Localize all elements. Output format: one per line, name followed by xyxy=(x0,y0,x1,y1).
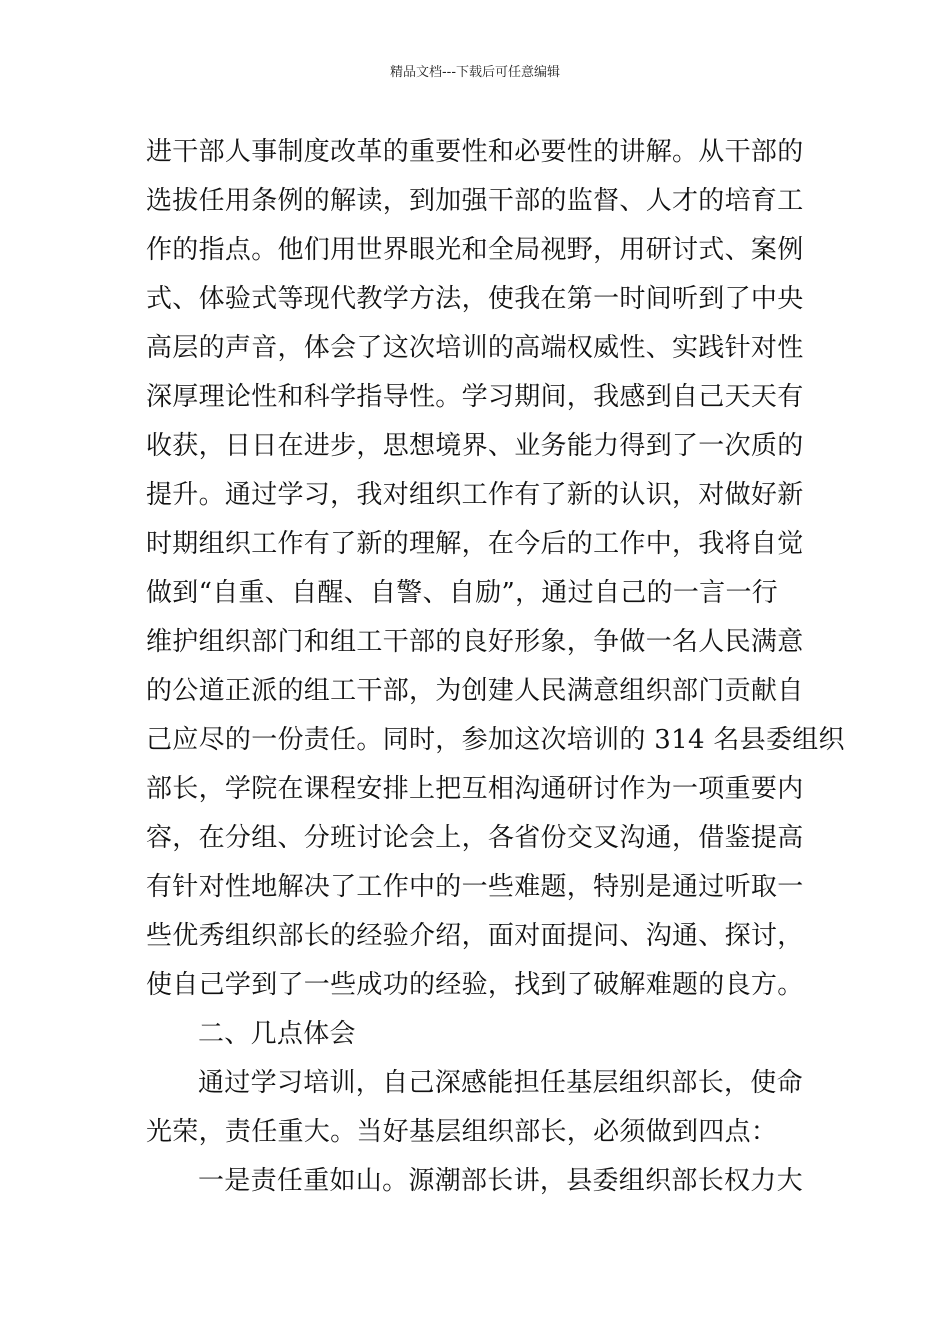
text-line: 作的指点。他们用世界眼光和全局视野，用研讨式、案例 xyxy=(146,235,804,265)
text-line: 些优秀组织部长的经验介绍，面对面提问、沟通、探讨， xyxy=(146,921,804,951)
text-line: 式、体验式等现代教学方法，使我在第一时间听到了中央 xyxy=(146,284,804,314)
text-line: 己应尽的一份责任。同时，参加这次培训的 314 名县委组织 xyxy=(146,725,845,755)
text-line: 容，在分组、分班讨论会上，各省份交叉沟通，借鉴提高 xyxy=(146,823,804,853)
text-line: 时期组织工作有了新的理解，在今后的工作中，我将自觉 xyxy=(146,529,804,559)
text-line: 选拔任用条例的解读，到加强干部的监督、人才的培育工 xyxy=(146,186,804,216)
page-header: 精品文档---下载后可任意编辑 xyxy=(389,65,561,80)
section-heading: 二、几点体会 xyxy=(198,1019,356,1049)
text-line: 做到“自重、自醒、自警、自励”，通过自己的一言一行 xyxy=(146,578,779,608)
text-line: 一是责任重如山。源潮部长讲，县委组织部长权力大 xyxy=(198,1166,803,1196)
text-line: 有针对性地解决了工作中的一些难题，特别是通过听取一 xyxy=(146,872,804,902)
text-line: 使自己学到了一些成功的经验，找到了破解难题的良方。 xyxy=(146,970,804,1000)
text-line: 进干部人事制度改革的重要性和必要性的讲解。从干部的 xyxy=(146,137,804,167)
text-line: 高层的声音，体会了这次培训的高端权威性、实践针对性 xyxy=(146,333,804,363)
text-line: 光荣，责任重大。当好基层组织部长，必须做到四点： xyxy=(146,1117,778,1147)
text-line: 通过学习培训，自己深感能担任基层组织部长，使命 xyxy=(198,1068,803,1098)
text-line: 部长，学院在课程安排上把互相沟通研讨作为一项重要内 xyxy=(146,774,804,804)
text-line: 深厚理论性和科学指导性。学习期间，我感到自己天天有 xyxy=(146,382,804,412)
text-line: 的公道正派的组工干部，为创建人民满意组织部门贡献自 xyxy=(146,676,804,706)
text-line: 收获，日日在进步，思想境界、业务能力得到了一次质的 xyxy=(146,431,804,461)
text-line: 维护组织部门和组工干部的良好形象，争做一名人民满意 xyxy=(146,627,804,657)
text-line: 提升。通过学习，我对组织工作有了新的认识，对做好新 xyxy=(146,480,804,510)
document-body xyxy=(146,128,845,1206)
